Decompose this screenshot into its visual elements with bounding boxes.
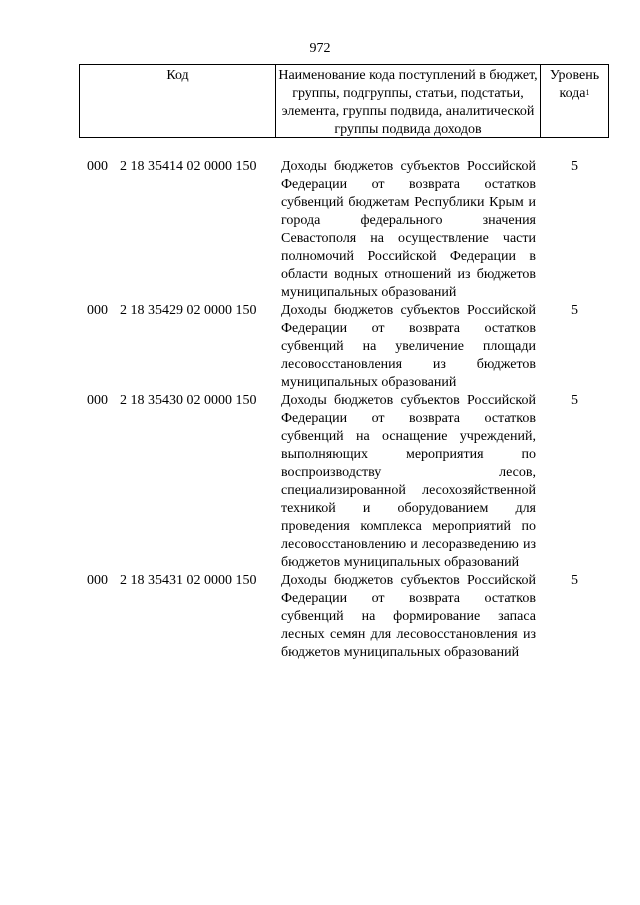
row-income-code: 2 18 35431 02 0000 150 xyxy=(120,573,257,588)
row-income-code: 2 18 35429 02 0000 150 xyxy=(120,303,257,318)
table-row xyxy=(79,392,609,572)
row-admin-code: 000 xyxy=(87,159,108,174)
table-row xyxy=(79,572,609,662)
row-income-code: 2 18 35414 02 0000 150 xyxy=(120,159,257,174)
row-description: Доходы бюджетов субъектов Российской Федерации от возврата остатков субвенций на формирование запаса лесных семян для лесовосстановления из бюджетов муниципальных образований xyxy=(281,573,536,660)
row-level: 5 xyxy=(571,393,578,408)
table-header xyxy=(79,64,609,138)
row-description: Доходы бюджетов субъектов Российской Федерации от возврата остатков субвенций бюджетам Республики Крым и города федерального значения Севастополя на осуществление части полномочий Российской Федерации в области водных отношений из бюджетов муниципальных образований xyxy=(281,159,536,300)
row-level: 5 xyxy=(571,573,578,588)
row-description: Доходы бюджетов субъектов Российской Федерации от возврата остатков субвенций на увеличение площади лесовосстановления из бюджетов муниципальных образований xyxy=(281,303,536,390)
row-admin-code: 000 xyxy=(87,393,108,408)
page-number: 972 xyxy=(309,41,331,56)
table-body xyxy=(79,158,609,662)
header-name: Наименование кода поступлений в бюджет, группы, подгруппы, статьи, подстатьи, элемента, группы подвида, аналитической группы подвида доходов xyxy=(276,65,541,137)
row-level: 5 xyxy=(571,303,578,318)
header-level xyxy=(541,65,608,137)
row-level: 5 xyxy=(571,159,578,174)
row-admin-code: 000 xyxy=(87,573,108,588)
table-row xyxy=(79,302,609,392)
footnote-marker: 1 xyxy=(585,88,590,97)
row-income-code: 2 18 35430 02 0000 150 xyxy=(120,393,257,408)
table-row xyxy=(79,158,609,302)
header-code: Код xyxy=(80,65,276,137)
header-level-label: Уровень кода xyxy=(549,68,600,101)
row-description: Доходы бюджетов субъектов Российской Федерации от возврата остатков субвенций на оснащение учреждений, выполняющих мероприятия по воспроизводству лесов, специализированной лесохозяйственной техникой и оборудованием для проведения комплекса мероприятий по лесовосстановлению и лесоразведению из бюджетов муниципальных образований xyxy=(281,393,536,570)
row-admin-code: 000 xyxy=(87,303,108,318)
